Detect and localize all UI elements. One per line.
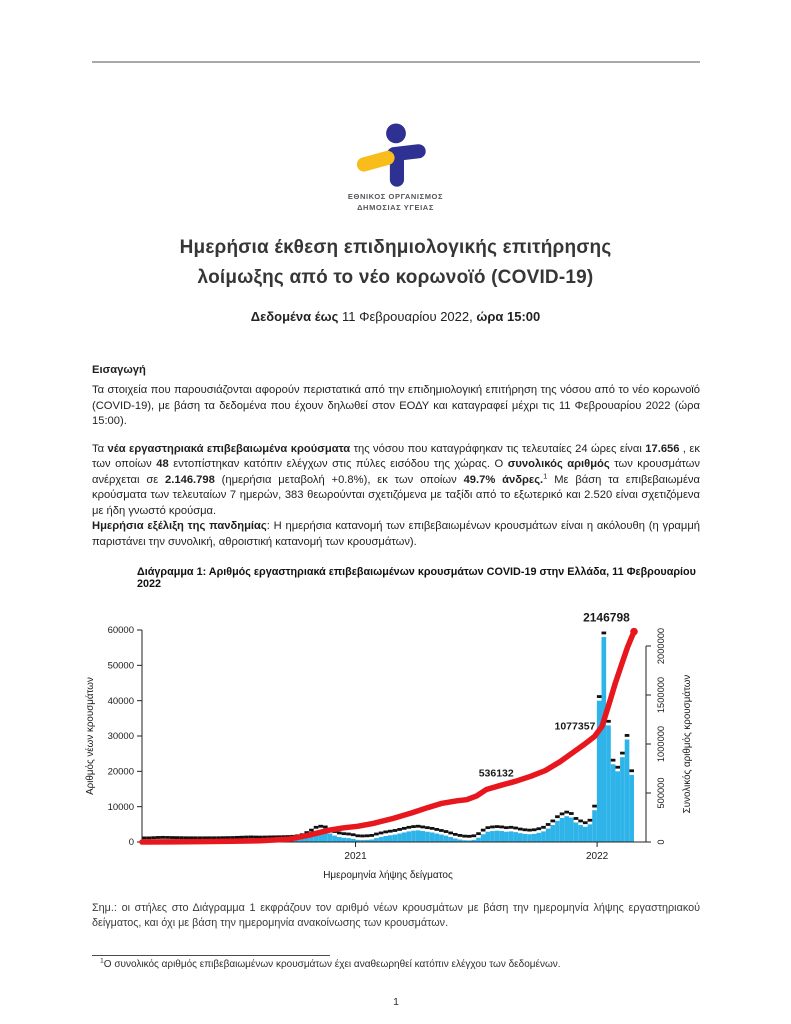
intro-heading: Εισαγωγή: [92, 364, 146, 376]
left-axis-label: Αριθμός νέων κρουσμάτων: [85, 677, 96, 795]
x-axis: [142, 842, 650, 862]
page-title: [60, 233, 731, 293]
chart-note: Σημ.: οι στήλες στο Διάγραμμα 1 εκφράζουν τον αριθμό νέων κρουσμάτων με βάση την ημερομηνία λήψης εργαστηριακού δείγματος, και όχι με βάση την ημερομηνία ανακοίνωσης των κρουσμάτων.: [92, 902, 700, 929]
report-date-subtitle: Δεδομένα έως 11 Φεβρουαρίου 2022, ώρα 15:00: [250, 309, 541, 324]
milestone-annotation-1077357: 1077357: [554, 720, 596, 733]
svg-text:1500000: 1500000: [656, 676, 666, 714]
chart-title: Διάγραμμα 1: Αριθμός εργαστηριακά επιβεβαιωμένων κρουσμάτων COVID-19 στην Ελλάδα, 11 Φεβρουαρίου 2022: [137, 566, 696, 590]
intro-paragraph: Τα στοιχεία που παρουσιάζονται αφορούν περιστατικά από την επιδημιολογική επιτήρηση της νόσου από το νέο κορωνοϊό (COVID-19), με βάση τα δεδομένα που έχουν δηλωθεί στον ΕΟΔΥ και καταγραφεί μέχρι τις 11 Φεβρουαρίου 2022 (ώρα 15:00).: [92, 384, 700, 427]
footnote-divider: [92, 955, 330, 956]
page-title-line2: λοίμωξης από το νέο κορωνοϊό (COVID-19): [197, 267, 594, 288]
eody-logo-icon: [348, 123, 444, 189]
new-cases-paragraph: Τα νέα εργαστηριακά επιβεβαιωμένα κρούσματα της νόσου που καταγράφηκαν τις τελευταίες 24 ώρες είναι 17.656 , εκ των οποίων 48 εντοπίστηκαν κατόπιν ελέγχων στις πύλες εισόδου της χώρας. Ο συνολικός αριθμός των κρουσμάτων ανέρχεται σε 2.146.798 (ημερήσια μεταβολή +0.8%), εκ των οποίων 49.7% άνδρες.$^1$ Με βάση τα επιβεβαιωμένα κρούσματα των τελευταίων 7 ημερών, 383 θεωρούνται σχετιζόμενα με ταξίδι από το εξωτερικό και 2.520 είναι σχετιζόμενα με ήδη γνωστό κρούσμα.: [92, 442, 701, 517]
svg-text:500000: 500000: [656, 777, 666, 809]
header-divider: [92, 61, 700, 63]
svg-text:40000: 40000: [107, 695, 134, 707]
figure-1: [85, 566, 700, 891]
svg-text:2021: 2021: [344, 851, 367, 862]
svg-text:50000: 50000: [107, 660, 134, 672]
left-axis: [108, 625, 142, 848]
svg-text:1000000: 1000000: [656, 725, 666, 763]
bar-value-labels-band: [142, 632, 634, 840]
cumulative-line-endpoint: [630, 628, 638, 636]
svg-text:0: 0: [656, 839, 666, 845]
report-body: [85, 364, 701, 1008]
page-title-line1: Ημερήσια έκθεση επιδημιολογικής επιτήρησης: [179, 237, 612, 258]
pandemic-evolution-paragraph: Ημερήσια εξέλιξη της πανδημίας: Η ημερήσια κατανομή των επιβεβαιωμένων κρουσμάτων είναι η ακόλουθη (η γραμμή παριστάνει την συνολική, αθροιστική κατανομή των κρουσμάτων).: [92, 520, 701, 548]
svg-text:20000: 20000: [107, 766, 134, 778]
svg-text:2022: 2022: [585, 851, 609, 862]
eody-org-line2: ΔΗΜΟΣΙΑΣ ΥΓΕΙΑΣ: [357, 203, 434, 212]
milestone-annotation-2146798: 2146798: [583, 610, 630, 625]
milestone-annotation-536132: 536132: [478, 767, 514, 780]
svg-text:10000: 10000: [107, 801, 134, 813]
right-axis: [646, 628, 666, 845]
right-axis-label: Συνολικός αριθμός κρουσμάτων: [682, 674, 693, 814]
svg-text:2000000: 2000000: [656, 627, 666, 665]
svg-text:60000: 60000: [107, 625, 134, 637]
eody-logo: [0, 123, 791, 213]
chart-container: [78, 594, 700, 891]
eody-org-name: [0, 191, 791, 213]
daily-cases-bars: [142, 637, 634, 842]
footnote: $^1$Ο συνολικός αριθμός επιβεβαιωμένων κρουσμάτων έχει αναθεωρηθεί κατόπιν ελέγχου των δεδομένων.: [100, 957, 561, 970]
page-number: 1: [393, 996, 399, 1008]
x-axis-label: Ημερομηνία λήψης δείγματος: [323, 870, 453, 881]
svg-text:30000: 30000: [107, 731, 134, 743]
svg-text:0: 0: [128, 837, 134, 849]
covid-cases-chart: [78, 594, 726, 886]
cumulative-cases-line: [142, 632, 634, 842]
eody-org-line1: ΕΘΝΙΚΟΣ ΟΡΓΑΝΙΣΜΟΣ: [347, 192, 444, 201]
